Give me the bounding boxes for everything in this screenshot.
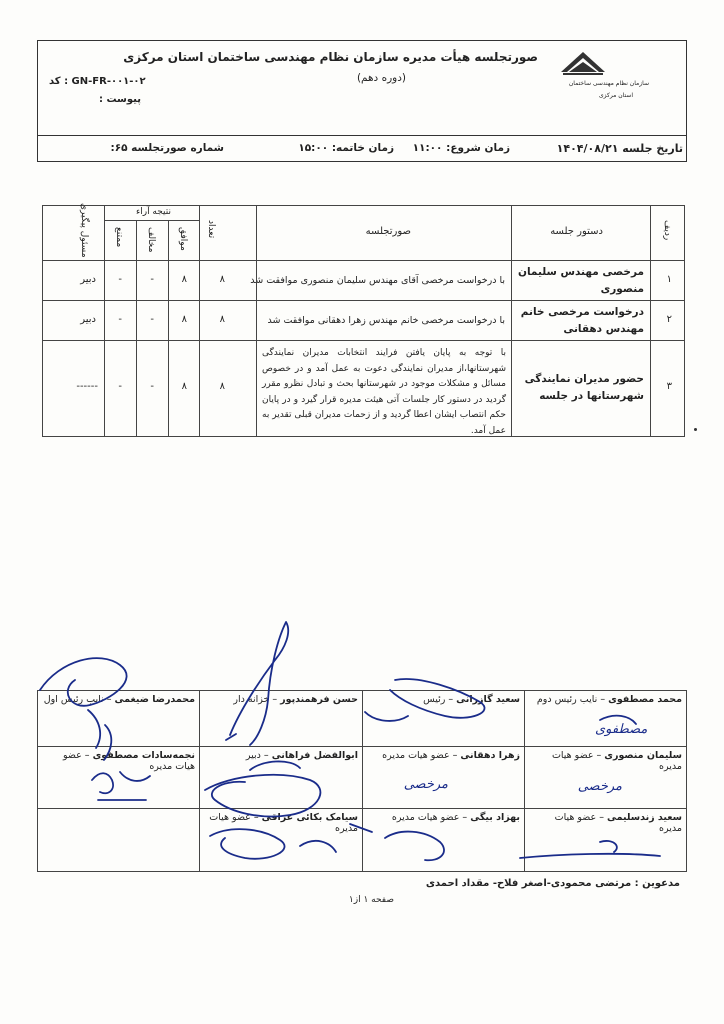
- row-number-value: ۱: [666, 274, 672, 285]
- row-3-oppose: [136, 340, 169, 437]
- header-result-label: نتیجه آراء: [135, 207, 171, 217]
- sig-cell-dehghani: [362, 746, 525, 809]
- followup-value: ------: [76, 381, 98, 392]
- row-3-number: [650, 340, 685, 437]
- count-value: ۸: [219, 314, 225, 325]
- oppose-value: -: [150, 314, 154, 325]
- agenda-text: حضور مدیران نمایندگی شهرستانها در جلسه: [524, 373, 644, 402]
- signer-name: زهرا دهقانی: [460, 750, 520, 761]
- document-code: کد : GN-FR-۰۰۱-۰۲: [49, 76, 146, 87]
- header-abstain: [104, 220, 137, 261]
- row-1-count: [199, 260, 257, 301]
- end-time: زمان خاتمه: ۱۵:۰۰: [298, 142, 394, 154]
- signer-role: – عضو هیات مدیره: [554, 812, 682, 834]
- signer-role: – دبیر: [245, 750, 269, 761]
- signer-name: سعید زندسلیمی: [607, 812, 682, 823]
- abstain-value: -: [118, 381, 122, 392]
- attachment-label: پیوست :: [98, 94, 141, 105]
- sig-cell-zandsalimi: [524, 808, 687, 872]
- sig-cell-mansouri: [524, 746, 687, 809]
- abstain-value: -: [118, 314, 122, 325]
- row-2-abstain: [104, 300, 137, 341]
- header-agree-label: موافق: [178, 227, 188, 251]
- row-1-agree: [168, 260, 200, 301]
- leave-note: مرخصی: [577, 779, 622, 794]
- row-1-number: [650, 260, 685, 301]
- row-3-followup: [42, 340, 105, 437]
- oppose-value: -: [150, 274, 154, 285]
- organization-logo: [553, 46, 653, 116]
- row-3-agree: [168, 340, 200, 437]
- signer-role: – عضو هیات مدیره: [62, 750, 195, 772]
- header-result: [104, 205, 200, 221]
- agree-value: ۸: [181, 381, 187, 392]
- signer-name: محمد مصطفوی: [608, 694, 682, 705]
- row-3-count: [199, 340, 257, 437]
- row-2-number: [650, 300, 685, 341]
- row-2-agenda: [511, 300, 651, 341]
- header-oppose-label: مخالف: [146, 227, 156, 253]
- header-count-label: تعداد: [206, 220, 216, 239]
- agenda-text: مرخصی مهندس سلیمان منصوری: [518, 266, 644, 295]
- count-value: ۸: [219, 274, 225, 285]
- building-icon: [559, 46, 607, 76]
- row-1-minutes: [250, 260, 512, 301]
- minutes-text: با درخواست مرخصی خانم مهندس زهرا دهقانی موافقت شد: [267, 315, 505, 326]
- signer-role: – خزانه دار: [233, 694, 278, 705]
- row-2-followup: [42, 300, 105, 341]
- agenda-text: درخواست مرخصی خانم مهندس دهقانی: [520, 306, 644, 335]
- signer-name: ابوالفضل فراهانی: [271, 750, 358, 761]
- signer-name: سلیمان منصوری: [604, 750, 682, 761]
- row-1-agenda: [511, 260, 651, 301]
- signer-name: بهزاد بیگی: [470, 812, 520, 823]
- header-abstain-label: ممتنع: [114, 227, 124, 248]
- followup-value: دبیر: [80, 314, 96, 325]
- header-row-number: [650, 205, 685, 261]
- row-number-value: ۳: [666, 381, 672, 392]
- header-oppose: [136, 220, 169, 261]
- header-divider: [38, 135, 686, 136]
- signer-role: – عضو هیات مدیره: [551, 750, 682, 772]
- signer-name: نجمه‌سادات مصطفوی: [92, 750, 195, 761]
- minutes-number: شماره صورتجلسه ۶۵:: [110, 142, 224, 154]
- count-value: ۸: [219, 381, 225, 392]
- sig-cell-bakaei: [199, 808, 363, 872]
- sig-cell-mostafavi: [524, 690, 687, 747]
- header-minutes-label: صورتجلسه: [365, 226, 411, 237]
- row-2-minutes: [256, 300, 512, 341]
- document-title: صورتجلسه هیأت مدیره سازمان نظام مهندسی ساختمان استان مرکزی: [123, 50, 538, 64]
- row-1-followup: [42, 260, 105, 301]
- sig-cell-gazrani: [362, 690, 525, 747]
- signer-name: حسن فرهمندپور: [280, 694, 358, 705]
- signer-role: – نایب رئیس اول: [43, 694, 112, 705]
- signer-role: – عضو هیات مدیره: [382, 750, 458, 761]
- period-label: (دوره دهم): [356, 72, 406, 84]
- agree-value: ۸: [181, 314, 187, 325]
- start-time: زمان شروع: ۱۱:۰۰: [412, 142, 510, 154]
- row-2-count: [199, 300, 257, 341]
- sig-cell-empty: [37, 808, 200, 872]
- signer-name: سیامک بکائی عراقی: [261, 812, 358, 823]
- header-row-label: ردیف: [662, 220, 672, 241]
- logo-text-2: استان مرکزی: [598, 92, 633, 99]
- header-minutes: [256, 205, 512, 261]
- minutes-text: با توجه به پایان یافتن فرایند انتخابات مدیران نمایندگی شهرستانها،از مدیران نمایندگی دعوت به عمل آمد و در خصوص مسائل و مشکلات موجود در شهرستانها بحث و تبادل نظرو مقرر گردید در دستور کار جلسات آتی هیئت مدیره قرار گیرد و در پایان حکم انتصاب ایشان اعطا گردید و از زحمات مدیران قبلی تقدیر به عمل آمد.: [262, 348, 506, 436]
- row-1-abstain: [104, 260, 137, 301]
- row-3-abstain: [104, 340, 137, 437]
- header-agenda: [511, 205, 651, 261]
- sig-cell-n-mostafavi: [37, 746, 200, 809]
- leave-note: مرخصی: [403, 777, 448, 792]
- header-count: [199, 205, 257, 261]
- agree-value: ۸: [181, 274, 187, 285]
- margin-dot: [694, 428, 697, 431]
- sig-cell-beygi: [362, 808, 525, 872]
- abstain-value: -: [118, 274, 122, 285]
- sig-cell-farahmandpour: [199, 690, 363, 747]
- signature-mostafavi: مصطفوی: [595, 722, 648, 737]
- sig-cell-farahani: [199, 746, 363, 809]
- row-2-oppose: [136, 300, 169, 341]
- signer-role: – عضو هیات مدیره: [391, 812, 468, 823]
- oppose-value: -: [150, 381, 154, 392]
- row-2-agree: [168, 300, 200, 341]
- header-agree: [168, 220, 200, 261]
- invitees-line: مدعوین : مرتضی محمودی-اصغر فلاح- مقداد احمدی: [425, 878, 680, 889]
- header-followup: [42, 205, 105, 261]
- logo-text-1: سازمان نظام مهندسی ساختمان: [568, 80, 649, 87]
- row-1-oppose: [136, 260, 169, 301]
- signer-role: – عضو هیات مدیره: [209, 812, 358, 834]
- header-agenda-label: دستور جلسه: [550, 226, 603, 237]
- signer-name: سعید گازرانی: [456, 694, 520, 705]
- minutes-text: با درخواست مرخصی آقای مهندس سلیمان منصوری موافقت شد: [250, 275, 505, 286]
- session-date: تاریخ جلسه ۱۴۰۴/۰۸/۲۱: [556, 142, 683, 155]
- row-3-minutes: [256, 340, 512, 437]
- page-number: صفحه ۱ از۱: [348, 895, 394, 905]
- signer-role: – نایب رئیس دوم: [536, 694, 606, 705]
- sig-cell-zeyghami: [37, 690, 200, 747]
- followup-value: دبیر: [80, 274, 96, 285]
- signer-name: محمدرضا ضیغمی: [114, 694, 195, 705]
- header-followup-label: مسئول پیگیری: [79, 203, 89, 258]
- signer-role: – رئیس: [423, 694, 454, 705]
- row-3-agenda: [511, 340, 651, 437]
- row-number-value: ۲: [666, 314, 672, 325]
